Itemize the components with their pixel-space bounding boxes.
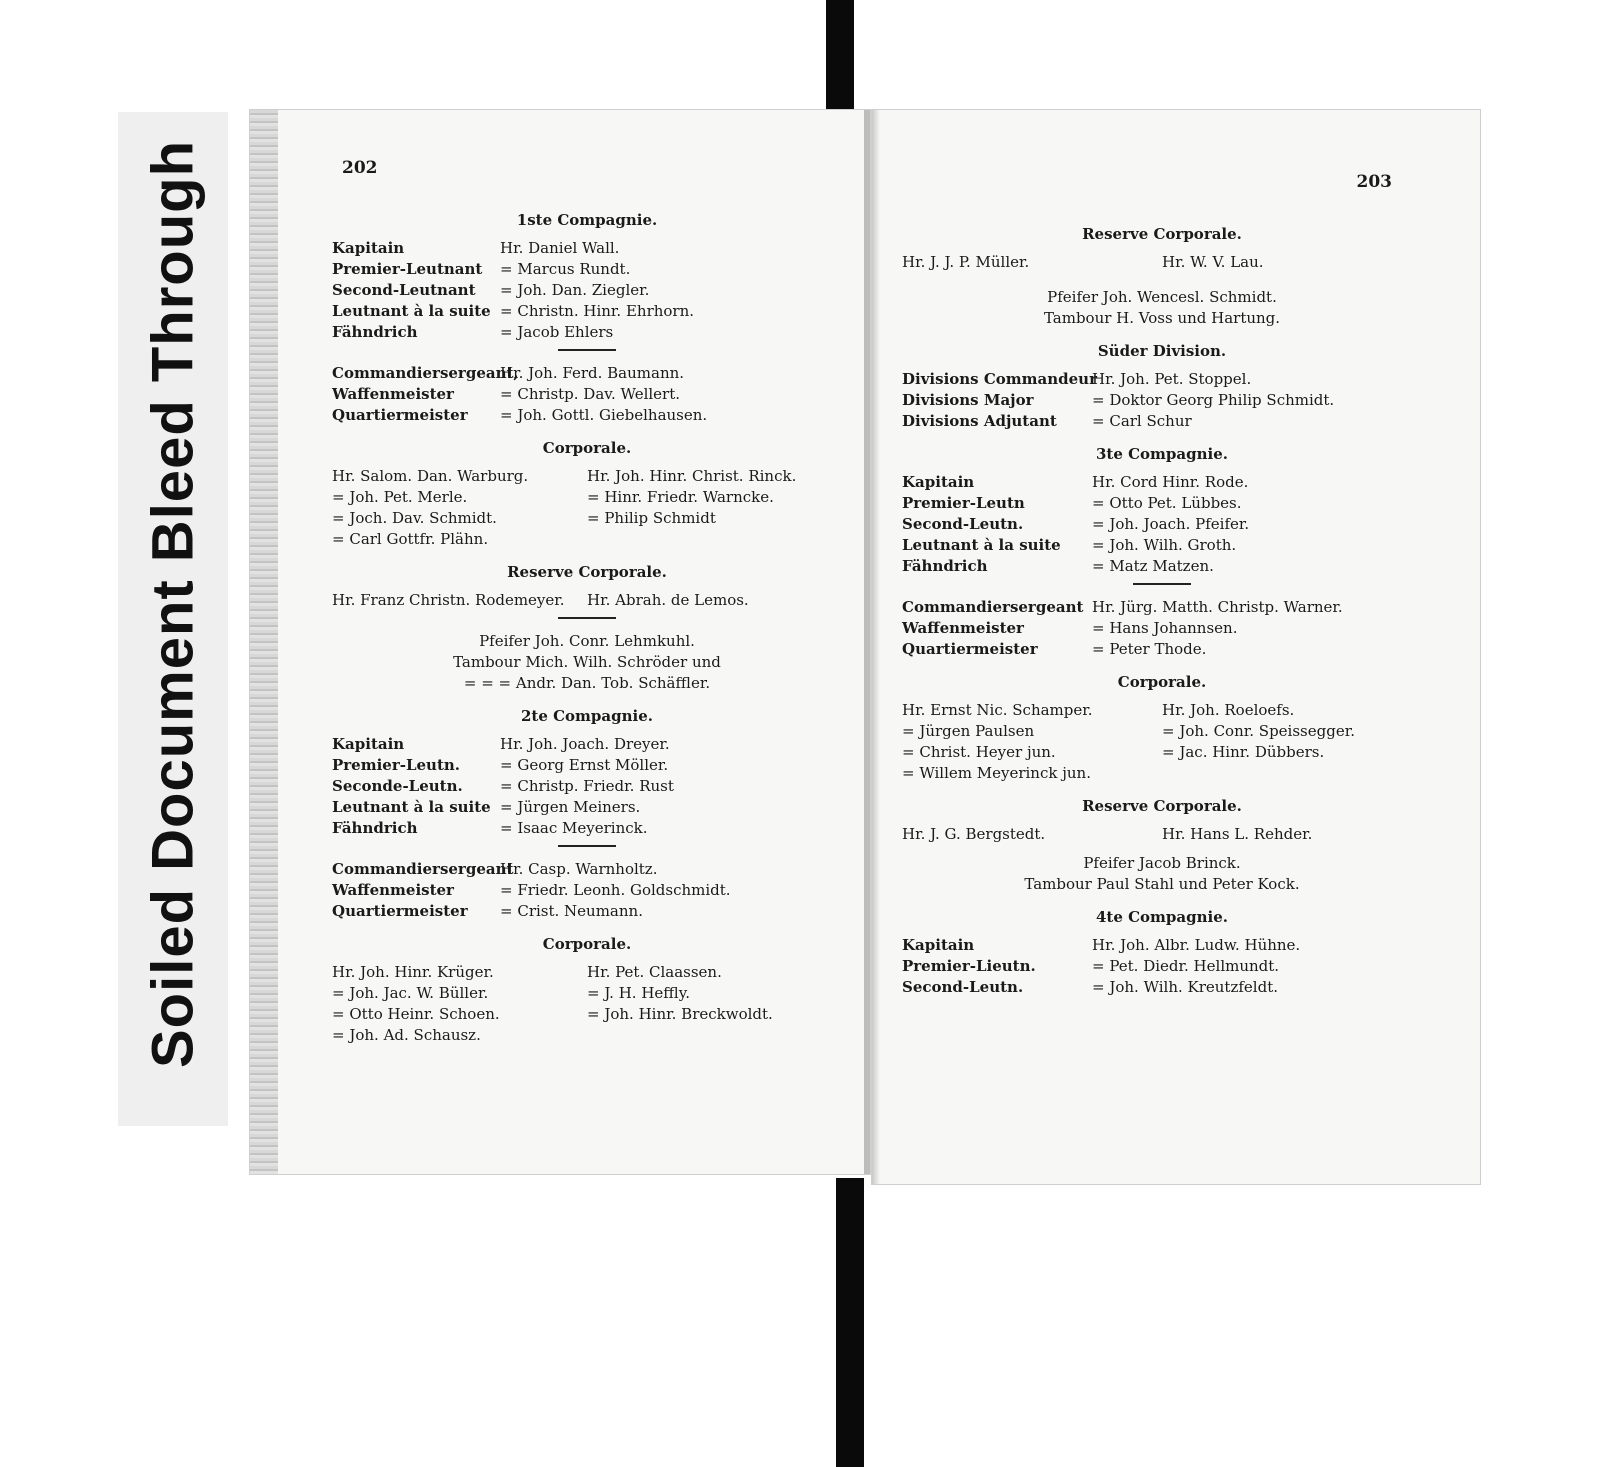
name: = Marcus Rundt. [500, 260, 631, 278]
corporal: = Christ. Heyer jun. [902, 743, 1056, 761]
name: Hr. Joh. Pet. Stoppel. [1092, 370, 1252, 388]
name: = Hans Johannsen. [1092, 619, 1238, 637]
corporal: = Joh. Hinr. Breckwoldt. [587, 1005, 773, 1023]
roster-row [332, 322, 842, 343]
roster-row [332, 818, 842, 839]
corporal: = Joch. Dav. Schmidt. [332, 509, 497, 527]
name: = Crist. Neumann. [500, 902, 643, 920]
section-heading: 3te Compagnie. [1095, 445, 1228, 463]
section-heading: Corporale. [542, 935, 632, 953]
musician-line: Pfeifer Jacob Brinck. [1083, 854, 1241, 872]
corporal [587, 529, 842, 550]
name: Hr. Cord Hinr. Rode. [1092, 473, 1249, 491]
reserve-row [332, 590, 842, 611]
reserve-corporal: Hr. Franz Christn. Rodemeyer. [332, 591, 565, 609]
corporal-row [332, 1025, 842, 1046]
corporal: Hr. Joh. Hinr. Christ. Rinck. [587, 467, 797, 485]
corporal: = Hinr. Friedr. Warncke. [587, 488, 774, 506]
section-heading: Reserve Corporale. [1082, 225, 1242, 243]
rank: Commandiersergeant [902, 598, 1084, 616]
rank: Kapitain [902, 936, 975, 954]
name: = Doktor Georg Philip Schmidt. [1092, 391, 1335, 409]
corporal: = Jac. Hinr. Dübbers. [1162, 743, 1325, 761]
corporal-row [332, 983, 842, 1004]
rank: Second-Leutn. [902, 515, 1024, 533]
roster-row [902, 514, 1422, 535]
divider-rule [1133, 583, 1191, 585]
name: = Carl Schur [1092, 412, 1192, 430]
division-heading: Süder Division. [1097, 342, 1227, 360]
corporal-row [332, 508, 842, 529]
binding-bar-top [826, 0, 854, 110]
roster-row [902, 390, 1422, 411]
rank: Fähndrich [332, 819, 418, 837]
name: = Christn. Hinr. Ehrhorn. [500, 302, 695, 320]
name: = Matz Matzen. [1092, 557, 1214, 575]
corporal-row [332, 529, 842, 550]
musician-line: Tambour H. Voss und Hartung. [1043, 309, 1281, 327]
name: = Christp. Friedr. Rust [500, 777, 674, 795]
roster-row [332, 363, 842, 384]
corporal [1162, 763, 1422, 784]
section-heading: 4te Compagnie. [1095, 908, 1228, 926]
reserve-corporal: Hr. W. V. Lau. [1162, 253, 1264, 271]
roster-row [902, 556, 1422, 577]
corporal-row [902, 700, 1422, 721]
divider-rule [558, 349, 616, 351]
name: = Jacob Ehlers [500, 323, 614, 341]
roster-row [902, 956, 1422, 977]
corporal: = Joh. Ad. Schausz. [332, 1026, 481, 1044]
name: = Peter Thode. [1092, 640, 1207, 658]
rank: Premier-Leutn. [332, 756, 461, 774]
rank: Commandiersergeant [332, 860, 514, 878]
roster-row [902, 618, 1422, 639]
musician-line: Tambour Paul Stahl und Peter Kock. [1024, 875, 1300, 893]
right-page [872, 110, 1480, 1184]
roster-row [332, 384, 842, 405]
binding-bar-bottom [836, 1178, 864, 1467]
page-number: 202 [342, 158, 378, 178]
rank: Kapitain [332, 735, 405, 753]
rank: Premier-Leutn [902, 494, 1025, 512]
name: Hr. Joh. Joach. Dreyer. [500, 735, 670, 753]
name: = Jürgen Meiners. [500, 798, 641, 816]
name: = Christp. Dav. Wellert. [500, 385, 681, 403]
corporal-row [902, 721, 1422, 742]
musician-line: Tambour Mich. Wilh. Schröder und [453, 653, 721, 671]
rank: Divisions Major [902, 391, 1034, 409]
roster-row [902, 639, 1422, 660]
section-heading: Reserve Corporale. [507, 563, 667, 581]
name: = Otto Pet. Lübbes. [1092, 494, 1242, 512]
rank: Premier-Leutnant [332, 260, 483, 278]
corporal: = Joh. Jac. W. Büller. [332, 984, 489, 1002]
corporal [587, 1025, 842, 1046]
corporal: Hr. Ernst Nic. Schamper. [902, 701, 1093, 719]
corporal-row [902, 763, 1422, 784]
rank: Leutnant à la suite [902, 536, 1061, 554]
name: = Georg Ernst Möller. [500, 756, 669, 774]
name: Hr. Joh. Albr. Ludw. Hühne. [1092, 936, 1301, 954]
reserve-corporal: Hr. Abrah. de Lemos. [587, 591, 749, 609]
roster-row [332, 405, 842, 426]
name: = Joh. Wilh. Groth. [1092, 536, 1237, 554]
corporal: = Willem Meyerinck jun. [902, 764, 1091, 782]
corporal: = Joh. Pet. Merle. [332, 488, 468, 506]
section-heading: 2te Compagnie. [520, 707, 653, 725]
roster-row [332, 280, 842, 301]
gutter [864, 110, 870, 1174]
rank: Kapitain [332, 239, 405, 257]
rank: Commandiersergeant, [332, 364, 519, 382]
name: = Joh. Gottl. Giebelhausen. [500, 406, 708, 424]
roster-row [332, 259, 842, 280]
section-heading: Reserve Corporale. [1082, 797, 1242, 815]
divider-rule [558, 617, 616, 619]
corporal: = Philip Schmidt [587, 509, 716, 527]
rank: Kapitain [902, 473, 975, 491]
rank: Fähndrich [332, 323, 418, 341]
roster-row [902, 597, 1422, 618]
rank: Quartiermeister [902, 640, 1038, 658]
rank: Leutnant à la suite [332, 798, 491, 816]
roster-row [902, 493, 1422, 514]
corporal: Hr. Joh. Hinr. Krüger. [332, 963, 494, 981]
roster-row [902, 369, 1422, 390]
page-content [902, 220, 1422, 998]
roster-row [332, 797, 842, 818]
corporal-row [332, 466, 842, 487]
document-label: Soiled Document Bleed Through [140, 139, 206, 1069]
divider-rule [558, 845, 616, 847]
rank: Leutnant à la suite [332, 302, 491, 320]
name: = Friedr. Leonh. Goldschmidt. [500, 881, 731, 899]
name: Hr. Daniel Wall. [500, 239, 620, 257]
corporal: = Jürgen Paulsen [902, 722, 1035, 740]
musician-line: Pfeifer Joh. Conr. Lehmkuhl. [479, 632, 695, 650]
gutter [872, 110, 880, 1184]
section-heading: Corporale. [1117, 673, 1207, 691]
rank: Seconde-Leutn. [332, 777, 463, 795]
corporal: = Carl Gottfr. Plähn. [332, 530, 489, 548]
roster-row [902, 411, 1422, 432]
rank: Waffenmeister [902, 619, 1024, 637]
rank: Fähndrich [902, 557, 988, 575]
roster-row [332, 238, 842, 259]
rank: Waffenmeister [332, 385, 454, 403]
rank: Waffenmeister [332, 881, 454, 899]
corporal-row [332, 962, 842, 983]
name: Hr. Joh. Ferd. Baumann. [500, 364, 685, 382]
name: = Joh. Dan. Ziegler. [500, 281, 650, 299]
reserve-corporal: Hr. J. G. Bergstedt. [902, 825, 1046, 843]
corporal-row [332, 1004, 842, 1025]
corporal: Hr. Pet. Claassen. [587, 963, 722, 981]
page-content [332, 206, 842, 1046]
roster-row [332, 880, 842, 901]
roster-row [902, 472, 1422, 493]
left-page [250, 110, 870, 1174]
roster-row [332, 301, 842, 322]
corporal-row [902, 742, 1422, 763]
roster-row [332, 859, 842, 880]
roster-row [332, 755, 842, 776]
roster-row [902, 535, 1422, 556]
roster-row [332, 901, 842, 922]
rank: Premier-Lieutn. [902, 957, 1036, 975]
name: = Pet. Diedr. Hellmundt. [1092, 957, 1280, 975]
reserve-corporal: Hr. Hans L. Rehder. [1162, 825, 1313, 843]
roster-row [902, 935, 1422, 956]
section-heading: Corporale. [542, 439, 632, 457]
section-heading: 1ste Compagnie. [516, 211, 658, 229]
corporal: = Otto Heinr. Schoen. [332, 1005, 500, 1023]
name: = Joh. Joach. Pfeifer. [1092, 515, 1250, 533]
corporal: = J. H. Heffly. [587, 984, 691, 1002]
page-number: 203 [1356, 172, 1392, 192]
corporal: Hr. Salom. Dan. Warburg. [332, 467, 529, 485]
rank: Second-Leutn. [902, 978, 1024, 996]
roster-row [332, 734, 842, 755]
reserve-corporal: Hr. J. J. P. Müller. [902, 253, 1030, 271]
corporal-row [332, 487, 842, 508]
reserve-row [902, 824, 1422, 845]
roster-row [902, 977, 1422, 998]
name: = Joh. Wilh. Kreutzfeldt. [1092, 978, 1278, 996]
rank: Second-Leutnant [332, 281, 476, 299]
rank: Quartiermeister [332, 902, 468, 920]
name: Hr. Jürg. Matth. Christp. Warner. [1092, 598, 1343, 616]
musician-line: Pfeifer Joh. Wencesl. Schmidt. [1047, 288, 1277, 306]
name: Hr. Casp. Warnholtz. [500, 860, 658, 878]
roster-row [332, 776, 842, 797]
rank: Divisions Commandeur [902, 370, 1097, 388]
corporal: Hr. Joh. Roeloefs. [1162, 701, 1295, 719]
name: = Isaac Meyerinck. [500, 819, 648, 837]
rank: Quartiermeister [332, 406, 468, 424]
corporal: = Joh. Conr. Speissegger. [1162, 722, 1356, 740]
rank: Divisions Adjutant [902, 412, 1057, 430]
page-edge [250, 110, 278, 1174]
musician-line: = = = Andr. Dan. Tob. Schäffler. [463, 674, 711, 692]
reserve-row [902, 252, 1422, 273]
